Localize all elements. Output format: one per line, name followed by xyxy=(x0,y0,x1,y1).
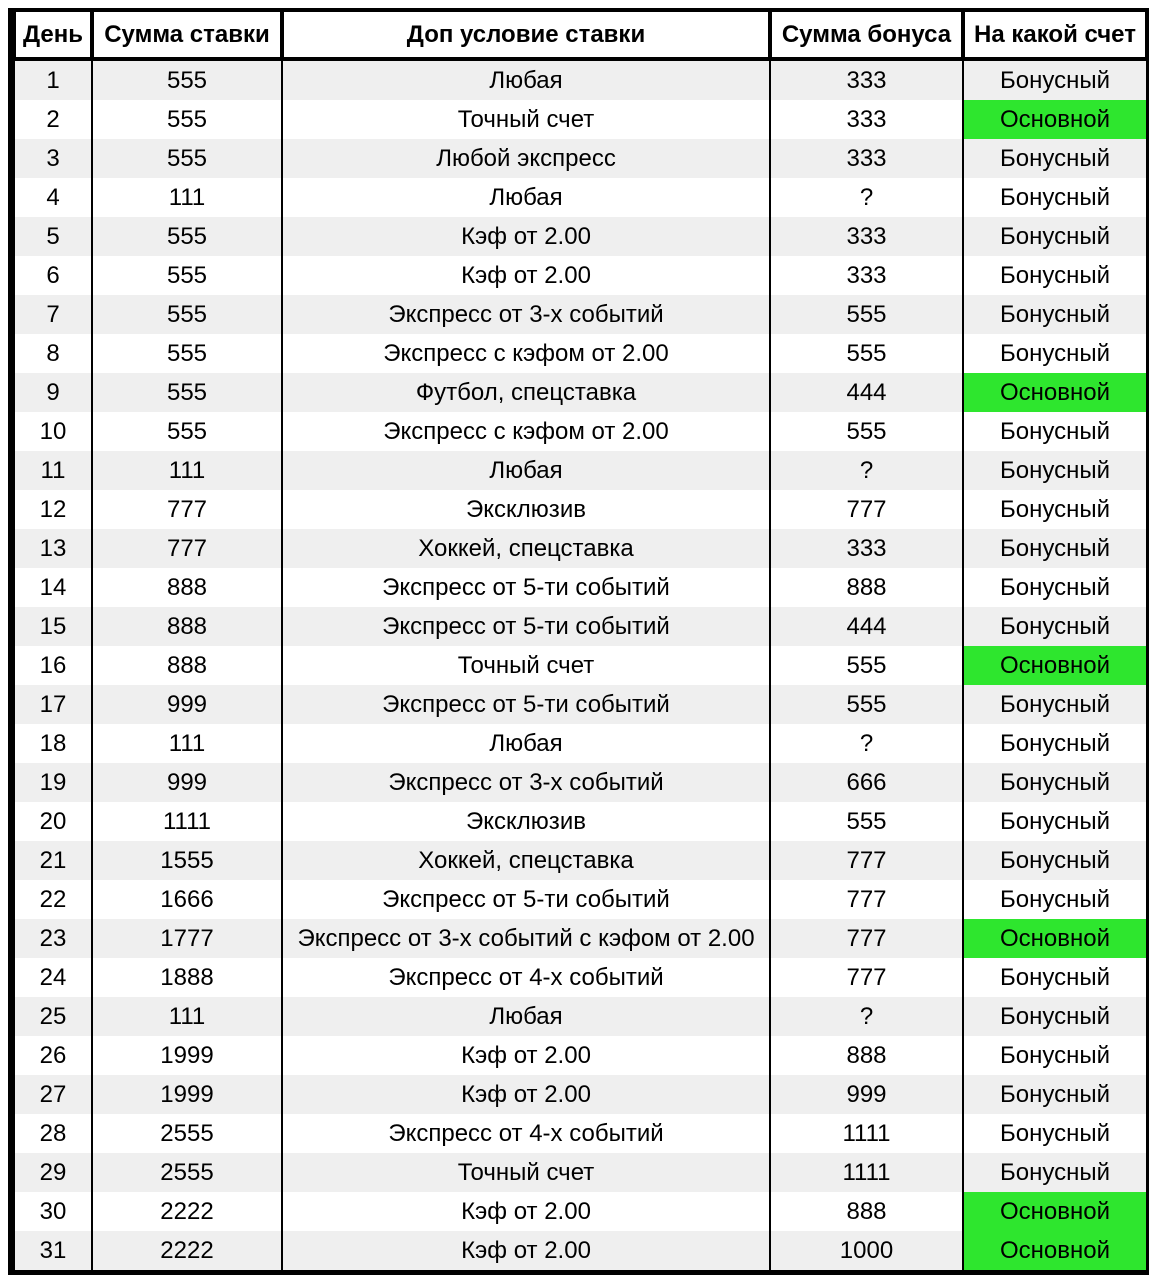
cell-stake-amount: 2555 xyxy=(92,1114,282,1153)
table-row xyxy=(14,1153,1147,1192)
cell-account: Бонусный xyxy=(963,958,1147,997)
cell-day: 26 xyxy=(14,1036,92,1075)
table-row xyxy=(14,1114,1147,1153)
cell-day: 24 xyxy=(14,958,92,997)
cell-bonus-amount: 333 xyxy=(770,256,963,295)
cell-day: 30 xyxy=(14,1192,92,1231)
cell-extra-condition: Любая xyxy=(282,59,770,100)
cell-extra-condition: Экспресс от 5-ти событий xyxy=(282,685,770,724)
cell-stake-amount: 1777 xyxy=(92,919,282,958)
cell-stake-amount: 555 xyxy=(92,217,282,256)
cell-bonus-amount: 333 xyxy=(770,100,963,139)
cell-stake-amount: 1555 xyxy=(92,841,282,880)
cell-day: 25 xyxy=(14,997,92,1036)
cell-extra-condition: Кэф от 2.00 xyxy=(282,1192,770,1231)
cell-bonus-amount: ? xyxy=(770,178,963,217)
cell-bonus-amount: 888 xyxy=(770,1192,963,1231)
cell-day: 20 xyxy=(14,802,92,841)
header-bonus-amount: Сумма бонуса xyxy=(770,12,963,59)
cell-extra-condition: Кэф от 2.00 xyxy=(282,217,770,256)
cell-bonus-amount: 666 xyxy=(770,763,963,802)
cell-stake-amount: 555 xyxy=(92,295,282,334)
table-header xyxy=(14,12,1147,59)
table-row xyxy=(14,841,1147,880)
cell-account: Бонусный xyxy=(963,841,1147,880)
cell-bonus-amount: 999 xyxy=(770,1075,963,1114)
cell-stake-amount: 999 xyxy=(92,685,282,724)
cell-stake-amount: 2222 xyxy=(92,1192,282,1231)
table-row xyxy=(14,958,1147,997)
cell-bonus-amount: 777 xyxy=(770,841,963,880)
cell-day: 2 xyxy=(14,100,92,139)
cell-day: 27 xyxy=(14,1075,92,1114)
cell-extra-condition: Любая xyxy=(282,178,770,217)
cell-day: 18 xyxy=(14,724,92,763)
cell-stake-amount: 555 xyxy=(92,100,282,139)
cell-account: Основной xyxy=(963,100,1147,139)
cell-account: Бонусный xyxy=(963,685,1147,724)
cell-account: Бонусный xyxy=(963,412,1147,451)
cell-stake-amount: 888 xyxy=(92,568,282,607)
table-row xyxy=(14,685,1147,724)
cell-day: 31 xyxy=(14,1231,92,1270)
cell-day: 21 xyxy=(14,841,92,880)
table-row xyxy=(14,802,1147,841)
cell-bonus-amount: 333 xyxy=(770,217,963,256)
cell-account: Основной xyxy=(963,919,1147,958)
cell-account: Основной xyxy=(963,373,1147,412)
cell-bonus-amount: 777 xyxy=(770,880,963,919)
cell-extra-condition: Хоккей, спецставка xyxy=(282,529,770,568)
cell-day: 5 xyxy=(14,217,92,256)
cell-extra-condition: Кэф от 2.00 xyxy=(282,1231,770,1270)
cell-stake-amount: 777 xyxy=(92,490,282,529)
cell-account: Основной xyxy=(963,1192,1147,1231)
cell-account: Бонусный xyxy=(963,724,1147,763)
cell-stake-amount: 111 xyxy=(92,178,282,217)
table-row xyxy=(14,217,1147,256)
cell-extra-condition: Любая xyxy=(282,997,770,1036)
cell-bonus-amount: 333 xyxy=(770,529,963,568)
cell-stake-amount: 555 xyxy=(92,59,282,100)
cell-day: 15 xyxy=(14,607,92,646)
cell-day: 19 xyxy=(14,763,92,802)
cell-bonus-amount: 333 xyxy=(770,59,963,100)
cell-extra-condition: Экспресс от 5-ти событий xyxy=(282,607,770,646)
cell-stake-amount: 111 xyxy=(92,724,282,763)
cell-extra-condition: Любой экспресс xyxy=(282,139,770,178)
cell-stake-amount: 555 xyxy=(92,373,282,412)
cell-bonus-amount: 777 xyxy=(770,490,963,529)
cell-stake-amount: 777 xyxy=(92,529,282,568)
cell-stake-amount: 999 xyxy=(92,763,282,802)
cell-bonus-amount: 555 xyxy=(770,412,963,451)
table-row xyxy=(14,100,1147,139)
cell-bonus-amount: 444 xyxy=(770,607,963,646)
cell-stake-amount: 888 xyxy=(92,646,282,685)
table-row xyxy=(14,1192,1147,1231)
cell-bonus-amount: 1000 xyxy=(770,1231,963,1270)
cell-account: Бонусный xyxy=(963,178,1147,217)
table-row xyxy=(14,490,1147,529)
cell-day: 29 xyxy=(14,1153,92,1192)
cell-account: Бонусный xyxy=(963,763,1147,802)
table-row xyxy=(14,646,1147,685)
cell-day: 1 xyxy=(14,59,92,100)
cell-stake-amount: 1111 xyxy=(92,802,282,841)
cell-extra-condition: Кэф от 2.00 xyxy=(282,1075,770,1114)
cell-day: 7 xyxy=(14,295,92,334)
bonus-schedule-table xyxy=(12,12,1149,1270)
cell-extra-condition: Любая xyxy=(282,724,770,763)
cell-bonus-amount: 333 xyxy=(770,139,963,178)
cell-account: Основной xyxy=(963,1231,1147,1270)
table-row xyxy=(14,59,1147,100)
table-row xyxy=(14,412,1147,451)
cell-account: Бонусный xyxy=(963,1075,1147,1114)
cell-bonus-amount: 555 xyxy=(770,295,963,334)
table-row xyxy=(14,529,1147,568)
cell-day: 4 xyxy=(14,178,92,217)
header-day: День xyxy=(14,12,92,59)
cell-extra-condition: Экспресс с кэфом от 2.00 xyxy=(282,412,770,451)
cell-extra-condition: Экспресс от 3-х событий xyxy=(282,295,770,334)
header-account: На какой счет xyxy=(963,12,1147,59)
cell-bonus-amount: 777 xyxy=(770,919,963,958)
cell-day: 10 xyxy=(14,412,92,451)
cell-bonus-amount: 555 xyxy=(770,685,963,724)
cell-day: 9 xyxy=(14,373,92,412)
cell-extra-condition: Экспресс от 3-х событий с кэфом от 2.00 xyxy=(282,919,770,958)
cell-stake-amount: 555 xyxy=(92,139,282,178)
table-row xyxy=(14,763,1147,802)
table-row xyxy=(14,256,1147,295)
table-row xyxy=(14,1231,1147,1270)
cell-bonus-amount: 555 xyxy=(770,646,963,685)
cell-stake-amount: 111 xyxy=(92,997,282,1036)
cell-extra-condition: Точный счет xyxy=(282,1153,770,1192)
cell-bonus-amount: ? xyxy=(770,724,963,763)
table-row xyxy=(14,997,1147,1036)
cell-bonus-amount: 555 xyxy=(770,334,963,373)
cell-stake-amount: 1888 xyxy=(92,958,282,997)
header-row xyxy=(14,12,1147,59)
cell-account: Бонусный xyxy=(963,490,1147,529)
table-row xyxy=(14,568,1147,607)
cell-extra-condition: Хоккей, спецставка xyxy=(282,841,770,880)
table-body xyxy=(14,59,1147,1270)
cell-account: Бонусный xyxy=(963,880,1147,919)
cell-account: Бонусный xyxy=(963,217,1147,256)
cell-extra-condition: Экспресс от 4-х событий xyxy=(282,1114,770,1153)
cell-extra-condition: Кэф от 2.00 xyxy=(282,256,770,295)
cell-account: Бонусный xyxy=(963,1153,1147,1192)
table-row xyxy=(14,880,1147,919)
cell-extra-condition: Экспресс с кэфом от 2.00 xyxy=(282,334,770,373)
cell-extra-condition: Эксклюзив xyxy=(282,490,770,529)
cell-account: Основной xyxy=(963,646,1147,685)
cell-day: 23 xyxy=(14,919,92,958)
cell-stake-amount: 111 xyxy=(92,451,282,490)
table-row xyxy=(14,178,1147,217)
table-row xyxy=(14,724,1147,763)
table-row xyxy=(14,1036,1147,1075)
cell-day: 11 xyxy=(14,451,92,490)
cell-day: 16 xyxy=(14,646,92,685)
cell-account: Бонусный xyxy=(963,334,1147,373)
table-row xyxy=(14,919,1147,958)
cell-day: 8 xyxy=(14,334,92,373)
cell-bonus-amount: 777 xyxy=(770,958,963,997)
header-extra-condition: Доп условие ставки xyxy=(282,12,770,59)
table-row xyxy=(14,334,1147,373)
cell-bonus-amount: ? xyxy=(770,451,963,490)
cell-day: 22 xyxy=(14,880,92,919)
cell-account: Бонусный xyxy=(963,295,1147,334)
cell-account: Бонусный xyxy=(963,607,1147,646)
cell-extra-condition: Точный счет xyxy=(282,646,770,685)
cell-account: Бонусный xyxy=(963,997,1147,1036)
cell-day: 28 xyxy=(14,1114,92,1153)
cell-stake-amount: 1666 xyxy=(92,880,282,919)
table-row xyxy=(14,295,1147,334)
header-stake-amount: Сумма ставки xyxy=(92,12,282,59)
cell-stake-amount: 555 xyxy=(92,334,282,373)
cell-account: Бонусный xyxy=(963,529,1147,568)
cell-bonus-amount: ? xyxy=(770,997,963,1036)
cell-bonus-amount: 555 xyxy=(770,802,963,841)
cell-stake-amount: 1999 xyxy=(92,1075,282,1114)
cell-day: 6 xyxy=(14,256,92,295)
cell-extra-condition: Футбол, спецставка xyxy=(282,373,770,412)
cell-day: 13 xyxy=(14,529,92,568)
cell-bonus-amount: 444 xyxy=(770,373,963,412)
cell-extra-condition: Экспресс от 3-х событий xyxy=(282,763,770,802)
cell-bonus-amount: 1111 xyxy=(770,1153,963,1192)
cell-stake-amount: 2222 xyxy=(92,1231,282,1270)
cell-stake-amount: 888 xyxy=(92,607,282,646)
cell-extra-condition: Кэф от 2.00 xyxy=(282,1036,770,1075)
cell-day: 14 xyxy=(14,568,92,607)
cell-bonus-amount: 1111 xyxy=(770,1114,963,1153)
table-row xyxy=(14,451,1147,490)
cell-extra-condition: Любая xyxy=(282,451,770,490)
cell-extra-condition: Точный счет xyxy=(282,100,770,139)
table-row xyxy=(14,139,1147,178)
cell-extra-condition: Экспресс от 5-ти событий xyxy=(282,568,770,607)
cell-account: Бонусный xyxy=(963,802,1147,841)
cell-extra-condition: Эксклюзив xyxy=(282,802,770,841)
cell-account: Бонусный xyxy=(963,139,1147,178)
cell-account: Бонусный xyxy=(963,1036,1147,1075)
cell-bonus-amount: 888 xyxy=(770,1036,963,1075)
cell-account: Бонусный xyxy=(963,1114,1147,1153)
table-row xyxy=(14,607,1147,646)
table-frame xyxy=(8,8,1149,1275)
cell-stake-amount: 555 xyxy=(92,412,282,451)
cell-day: 17 xyxy=(14,685,92,724)
table-row xyxy=(14,1075,1147,1114)
cell-account: Бонусный xyxy=(963,568,1147,607)
cell-account: Бонусный xyxy=(963,451,1147,490)
cell-extra-condition: Экспресс от 4-х событий xyxy=(282,958,770,997)
cell-day: 12 xyxy=(14,490,92,529)
cell-day: 3 xyxy=(14,139,92,178)
cell-account: Бонусный xyxy=(963,59,1147,100)
cell-extra-condition: Экспресс от 5-ти событий xyxy=(282,880,770,919)
cell-bonus-amount: 888 xyxy=(770,568,963,607)
cell-stake-amount: 555 xyxy=(92,256,282,295)
cell-account: Бонусный xyxy=(963,256,1147,295)
cell-stake-amount: 1999 xyxy=(92,1036,282,1075)
cell-stake-amount: 2555 xyxy=(92,1153,282,1192)
table-row xyxy=(14,373,1147,412)
